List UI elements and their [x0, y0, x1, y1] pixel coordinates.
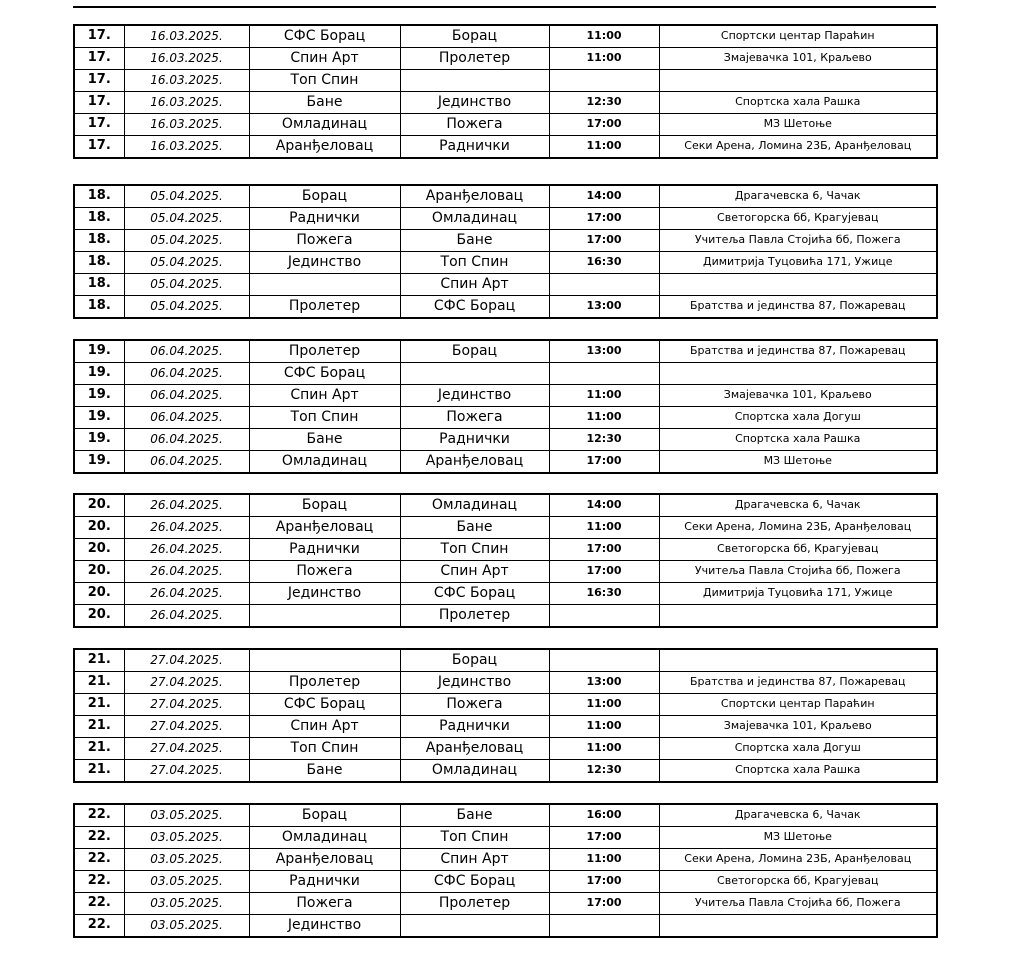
round-cell: 20.: [74, 494, 124, 517]
home-cell: Аранђеловац: [249, 136, 400, 159]
home-cell: Пожега: [249, 561, 400, 583]
table-row: [74, 296, 937, 319]
time-cell: [549, 605, 659, 628]
home-cell: Пролетер: [249, 296, 400, 319]
round-cell: 19.: [74, 429, 124, 451]
table-row: [74, 738, 937, 760]
round-cell: 21.: [74, 716, 124, 738]
venue-cell: Спортски центар Параћин: [659, 694, 937, 716]
away-cell: Топ Спин: [400, 539, 549, 561]
table-row: [74, 363, 937, 385]
date-cell: 16.03.2025.: [124, 48, 249, 70]
venue-cell: [659, 915, 937, 938]
home-cell: СФС Борац: [249, 25, 400, 48]
time-cell: 17:00: [549, 451, 659, 474]
top-divider: [73, 6, 936, 8]
home-cell: Борац: [249, 494, 400, 517]
home-cell: Омладинац: [249, 114, 400, 136]
away-cell: Спин Арт: [400, 274, 549, 296]
table-row: [74, 672, 937, 694]
time-cell: 17:00: [549, 827, 659, 849]
table-row: [74, 871, 937, 893]
home-cell: Борац: [249, 185, 400, 208]
round-cell: 21.: [74, 649, 124, 672]
table-row: [74, 849, 937, 871]
venue-cell: Спортска хала Догуш: [659, 738, 937, 760]
table-row: [74, 716, 937, 738]
table-row: [74, 407, 937, 429]
date-cell: 05.04.2025.: [124, 252, 249, 274]
venue-cell: МЗ Шетоње: [659, 114, 937, 136]
away-cell: Топ Спин: [400, 827, 549, 849]
table-row: [74, 561, 937, 583]
date-cell: 26.04.2025.: [124, 561, 249, 583]
table-row: [74, 649, 937, 672]
date-cell: 16.03.2025.: [124, 25, 249, 48]
away-cell: Бане: [400, 230, 549, 252]
venue-cell: Секи Арена, Ломина 23Б, Аранђеловац: [659, 136, 937, 159]
time-cell: 11:00: [549, 738, 659, 760]
time-cell: 13:00: [549, 296, 659, 319]
round-cell: 19.: [74, 451, 124, 474]
round-table: [73, 24, 938, 159]
time-cell: 12:30: [549, 429, 659, 451]
date-cell: 05.04.2025.: [124, 208, 249, 230]
round-table: [73, 493, 938, 628]
table-row: [74, 92, 937, 114]
away-cell: Аранђеловац: [400, 738, 549, 760]
round-cell: 19.: [74, 407, 124, 429]
venue-cell: Спортска хала Рашка: [659, 760, 937, 783]
time-cell: 13:00: [549, 340, 659, 363]
venue-cell: Спортска хала Рашка: [659, 429, 937, 451]
round-cell: 22.: [74, 827, 124, 849]
date-cell: 03.05.2025.: [124, 827, 249, 849]
date-cell: 06.04.2025.: [124, 363, 249, 385]
venue-cell: Спортски центар Параћин: [659, 25, 937, 48]
round-cell: 17.: [74, 70, 124, 92]
table-row: [74, 804, 937, 827]
date-cell: 16.03.2025.: [124, 136, 249, 159]
date-cell: 03.05.2025.: [124, 871, 249, 893]
date-cell: 05.04.2025.: [124, 296, 249, 319]
round-cell: 20.: [74, 561, 124, 583]
round-cell: 18.: [74, 296, 124, 319]
away-cell: Пожега: [400, 114, 549, 136]
venue-cell: Спортска хала Рашка: [659, 92, 937, 114]
away-cell: Борац: [400, 649, 549, 672]
date-cell: 27.04.2025.: [124, 649, 249, 672]
table-row: [74, 114, 937, 136]
time-cell: 17:00: [549, 539, 659, 561]
time-cell: 11:00: [549, 25, 659, 48]
home-cell: Спин Арт: [249, 385, 400, 407]
round-cell: 19.: [74, 340, 124, 363]
time-cell: 11:00: [549, 48, 659, 70]
round-cell: 21.: [74, 672, 124, 694]
date-cell: 03.05.2025.: [124, 915, 249, 938]
away-cell: Бане: [400, 517, 549, 539]
time-cell: 11:00: [549, 694, 659, 716]
round-cell: 22.: [74, 871, 124, 893]
venue-cell: [659, 649, 937, 672]
home-cell: СФС Борац: [249, 694, 400, 716]
venue-cell: Учитеља Павла Стојића бб, Пожега: [659, 561, 937, 583]
time-cell: [549, 915, 659, 938]
time-cell: 12:30: [549, 760, 659, 783]
date-cell: 16.03.2025.: [124, 114, 249, 136]
round-cell: 17.: [74, 136, 124, 159]
home-cell: Аранђеловац: [249, 517, 400, 539]
home-cell: Пожега: [249, 230, 400, 252]
round-cell: 18.: [74, 252, 124, 274]
venue-cell: Светогорска бб, Крагујевац: [659, 208, 937, 230]
time-cell: 17:00: [549, 114, 659, 136]
home-cell: Раднички: [249, 208, 400, 230]
time-cell: 17:00: [549, 893, 659, 915]
round-cell: 17.: [74, 114, 124, 136]
round-cell: 21.: [74, 760, 124, 783]
table-row: [74, 230, 937, 252]
venue-cell: МЗ Шетоње: [659, 451, 937, 474]
round-table: [73, 184, 938, 319]
time-cell: 16:00: [549, 804, 659, 827]
round-cell: 22.: [74, 849, 124, 871]
table-row: [74, 494, 937, 517]
away-cell: [400, 363, 549, 385]
time-cell: 11:00: [549, 385, 659, 407]
round-cell: 17.: [74, 48, 124, 70]
round-cell: 20.: [74, 583, 124, 605]
date-cell: 06.04.2025.: [124, 340, 249, 363]
away-cell: Јединство: [400, 92, 549, 114]
away-cell: Омладинац: [400, 760, 549, 783]
table-row: [74, 48, 937, 70]
time-cell: [549, 70, 659, 92]
venue-cell: Драгачевска 6, Чачак: [659, 804, 937, 827]
round-cell: 17.: [74, 92, 124, 114]
home-cell: [249, 605, 400, 628]
table-row: [74, 25, 937, 48]
away-cell: Јединство: [400, 385, 549, 407]
table-row: [74, 760, 937, 783]
home-cell: Пролетер: [249, 672, 400, 694]
home-cell: Спин Арт: [249, 48, 400, 70]
time-cell: 11:00: [549, 517, 659, 539]
home-cell: Пролетер: [249, 340, 400, 363]
round-cell: 18.: [74, 185, 124, 208]
venue-cell: Секи Арена, Ломина 23Б, Аранђеловац: [659, 517, 937, 539]
time-cell: 13:00: [549, 672, 659, 694]
time-cell: 17:00: [549, 208, 659, 230]
round-table: [73, 803, 938, 938]
home-cell: Бане: [249, 760, 400, 783]
away-cell: Омладинац: [400, 208, 549, 230]
time-cell: 11:00: [549, 407, 659, 429]
home-cell: Спин Арт: [249, 716, 400, 738]
time-cell: 11:00: [549, 136, 659, 159]
venue-cell: Учитеља Павла Стојића бб, Пожега: [659, 230, 937, 252]
home-cell: Топ Спин: [249, 738, 400, 760]
time-cell: 12:30: [549, 92, 659, 114]
away-cell: Пролетер: [400, 48, 549, 70]
round-table: [73, 648, 938, 783]
round-cell: 22.: [74, 804, 124, 827]
date-cell: 16.03.2025.: [124, 70, 249, 92]
away-cell: СФС Борац: [400, 583, 549, 605]
table-row: [74, 136, 937, 159]
time-cell: 17:00: [549, 561, 659, 583]
date-cell: 05.04.2025.: [124, 230, 249, 252]
home-cell: Јединство: [249, 915, 400, 938]
date-cell: 03.05.2025.: [124, 804, 249, 827]
home-cell: Омладинац: [249, 451, 400, 474]
venue-cell: Спортска хала Догуш: [659, 407, 937, 429]
home-cell: Топ Спин: [249, 70, 400, 92]
away-cell: СФС Борац: [400, 296, 549, 319]
away-cell: Аранђеловац: [400, 185, 549, 208]
venue-cell: Братства и јединства 87, Пожаревац: [659, 672, 937, 694]
home-cell: Топ Спин: [249, 407, 400, 429]
date-cell: 27.04.2025.: [124, 760, 249, 783]
time-cell: [549, 649, 659, 672]
date-cell: 26.04.2025.: [124, 494, 249, 517]
venue-cell: [659, 605, 937, 628]
away-cell: Аранђеловац: [400, 451, 549, 474]
away-cell: Пролетер: [400, 893, 549, 915]
date-cell: 05.04.2025.: [124, 185, 249, 208]
home-cell: Раднички: [249, 539, 400, 561]
away-cell: [400, 70, 549, 92]
home-cell: [249, 649, 400, 672]
date-cell: 05.04.2025.: [124, 274, 249, 296]
away-cell: Борац: [400, 25, 549, 48]
home-cell: Бане: [249, 429, 400, 451]
away-cell: [400, 915, 549, 938]
venue-cell: Змајевачка 101, Краљево: [659, 385, 937, 407]
time-cell: 17:00: [549, 871, 659, 893]
date-cell: 03.05.2025.: [124, 849, 249, 871]
table-row: [74, 429, 937, 451]
venue-cell: Димитрија Туцовића 171, Ужице: [659, 252, 937, 274]
venue-cell: Братства и јединства 87, Пожаревац: [659, 296, 937, 319]
round-cell: 22.: [74, 893, 124, 915]
time-cell: 14:00: [549, 494, 659, 517]
table-row: [74, 539, 937, 561]
home-cell: [249, 274, 400, 296]
date-cell: 16.03.2025.: [124, 92, 249, 114]
away-cell: Топ Спин: [400, 252, 549, 274]
venue-cell: Секи Арена, Ломина 23Б, Аранђеловац: [659, 849, 937, 871]
away-cell: Раднички: [400, 136, 549, 159]
date-cell: 26.04.2025.: [124, 539, 249, 561]
date-cell: 26.04.2025.: [124, 583, 249, 605]
round-cell: 20.: [74, 539, 124, 561]
venue-cell: Драгачевска 6, Чачак: [659, 185, 937, 208]
venue-cell: Димитрија Туцовића 171, Ужице: [659, 583, 937, 605]
table-row: [74, 274, 937, 296]
table-row: [74, 605, 937, 628]
date-cell: 27.04.2025.: [124, 716, 249, 738]
time-cell: 16:30: [549, 583, 659, 605]
table-row: [74, 340, 937, 363]
home-cell: Бане: [249, 92, 400, 114]
away-cell: СФС Борац: [400, 871, 549, 893]
round-cell: 18.: [74, 208, 124, 230]
table-row: [74, 185, 937, 208]
date-cell: 06.04.2025.: [124, 451, 249, 474]
away-cell: Спин Арт: [400, 849, 549, 871]
venue-cell: Змајевачка 101, Краљево: [659, 716, 937, 738]
table-row: [74, 208, 937, 230]
time-cell: 16:30: [549, 252, 659, 274]
home-cell: Борац: [249, 804, 400, 827]
date-cell: 06.04.2025.: [124, 407, 249, 429]
away-cell: Раднички: [400, 716, 549, 738]
table-row: [74, 451, 937, 474]
home-cell: Пожега: [249, 893, 400, 915]
home-cell: Јединство: [249, 252, 400, 274]
away-cell: Борац: [400, 340, 549, 363]
table-row: [74, 70, 937, 92]
round-cell: 19.: [74, 385, 124, 407]
venue-cell: Змајевачка 101, Краљево: [659, 48, 937, 70]
away-cell: Пожега: [400, 407, 549, 429]
date-cell: 06.04.2025.: [124, 385, 249, 407]
time-cell: [549, 274, 659, 296]
date-cell: 27.04.2025.: [124, 672, 249, 694]
table-row: [74, 583, 937, 605]
round-cell: 21.: [74, 694, 124, 716]
round-cell: 20.: [74, 605, 124, 628]
table-row: [74, 915, 937, 938]
date-cell: 26.04.2025.: [124, 517, 249, 539]
table-row: [74, 893, 937, 915]
date-cell: 03.05.2025.: [124, 893, 249, 915]
round-cell: 18.: [74, 274, 124, 296]
time-cell: 11:00: [549, 716, 659, 738]
round-cell: 17.: [74, 25, 124, 48]
away-cell: Раднички: [400, 429, 549, 451]
table-row: [74, 517, 937, 539]
table-row: [74, 252, 937, 274]
away-cell: Спин Арт: [400, 561, 549, 583]
time-cell: [549, 363, 659, 385]
home-cell: Омладинац: [249, 827, 400, 849]
date-cell: 06.04.2025.: [124, 429, 249, 451]
away-cell: Пролетер: [400, 605, 549, 628]
home-cell: Јединство: [249, 583, 400, 605]
venue-cell: Братства и јединства 87, Пожаревац: [659, 340, 937, 363]
venue-cell: Светогорска бб, Крагујевац: [659, 539, 937, 561]
venue-cell: [659, 363, 937, 385]
venue-cell: Светогорска бб, Крагујевац: [659, 871, 937, 893]
home-cell: Раднички: [249, 871, 400, 893]
away-cell: Јединство: [400, 672, 549, 694]
table-row: [74, 827, 937, 849]
round-table: [73, 339, 938, 474]
round-cell: 20.: [74, 517, 124, 539]
time-cell: 17:00: [549, 230, 659, 252]
venue-cell: [659, 274, 937, 296]
round-cell: 19.: [74, 363, 124, 385]
venue-cell: Драгачевска 6, Чачак: [659, 494, 937, 517]
time-cell: 14:00: [549, 185, 659, 208]
time-cell: 11:00: [549, 849, 659, 871]
date-cell: 27.04.2025.: [124, 738, 249, 760]
home-cell: СФС Борац: [249, 363, 400, 385]
venue-cell: МЗ Шетоње: [659, 827, 937, 849]
table-row: [74, 694, 937, 716]
venue-cell: Учитеља Павла Стојића бб, Пожега: [659, 893, 937, 915]
away-cell: Бане: [400, 804, 549, 827]
away-cell: Пожега: [400, 694, 549, 716]
round-cell: 21.: [74, 738, 124, 760]
round-cell: 22.: [74, 915, 124, 938]
round-cell: 18.: [74, 230, 124, 252]
date-cell: 27.04.2025.: [124, 694, 249, 716]
date-cell: 26.04.2025.: [124, 605, 249, 628]
venue-cell: [659, 70, 937, 92]
table-row: [74, 385, 937, 407]
home-cell: Аранђеловац: [249, 849, 400, 871]
away-cell: Омладинац: [400, 494, 549, 517]
